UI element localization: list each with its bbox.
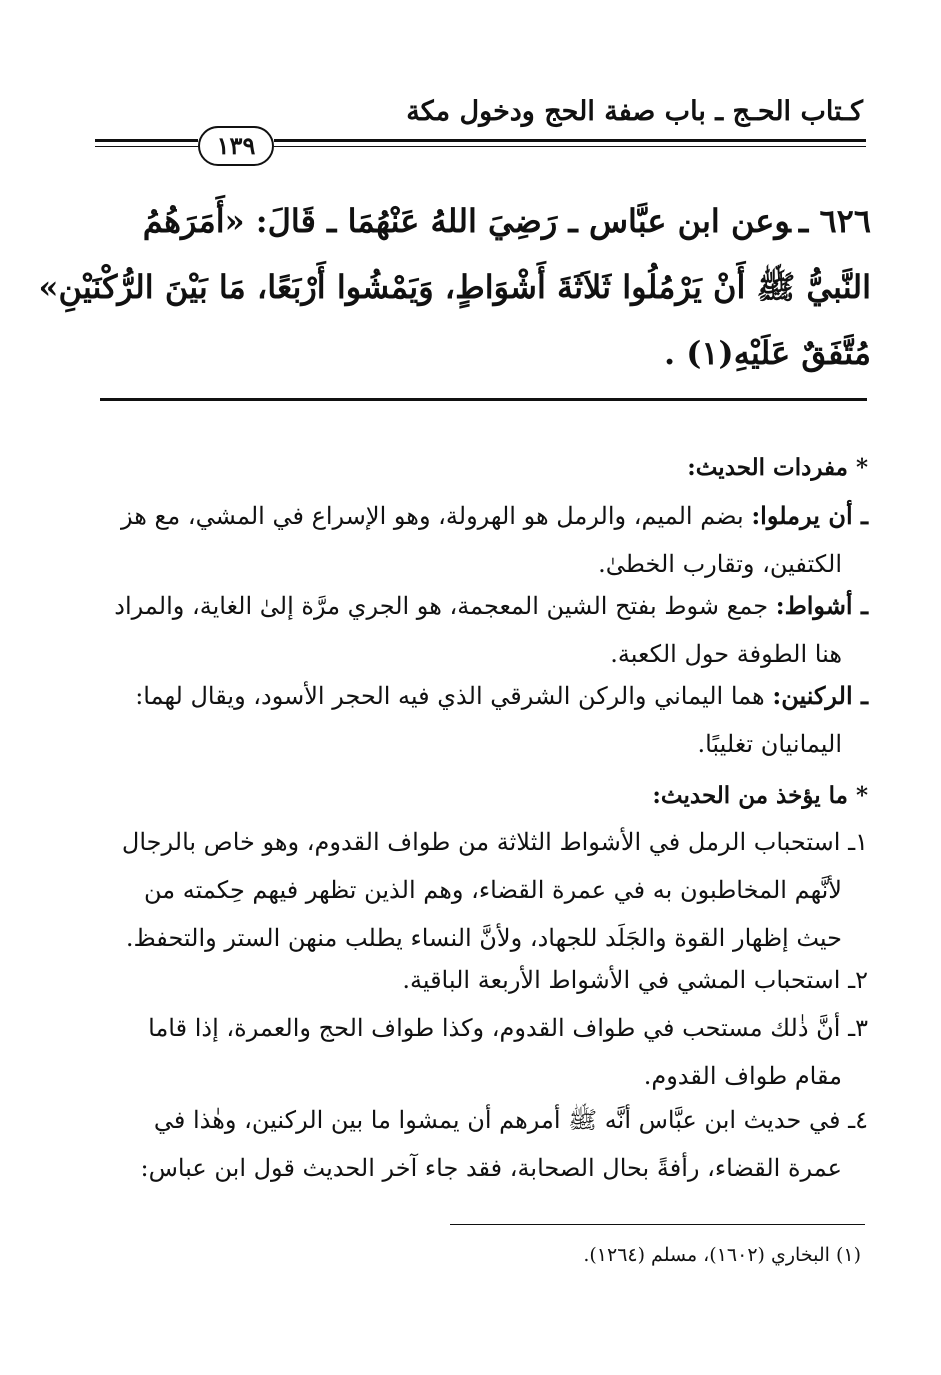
entry-line: الكتفين، وتقارب الخطىٰ. <box>598 550 842 578</box>
entry-line <box>82 582 868 630</box>
running-head-title: كـتاب الحـج ـ باب صفة الحج ودخول مكة <box>406 96 863 127</box>
entry-line: هنا الطوفة حول الكعبة. <box>610 640 842 668</box>
lesson-line: حيث إظهار القوة والجَلَد للجهاد، ولأنَّ النساء يطلب منهن الستر والتحفظ. <box>125 924 842 952</box>
lesson-line: ٢ـ استحباب المشي في الأشواط الأربعة الباقية. <box>402 966 868 994</box>
lesson-line: مقام طواف القدوم. <box>643 1062 842 1090</box>
lesson-line: ١ـ استحباب الرمل في الأشواط الثلاثة من طواف القدوم، وهو خاص بالرجال <box>121 828 868 856</box>
hadith-line: النَّبيُّ ﷺ أَنْ يَرْمُلُوا ثَلاَثَةَ أَشْوَاطٍ، وَيَمْشُوا أَرْبَعًا، مَا بَيْنَ الرُّكْنَيْنِ» <box>38 268 871 306</box>
vocabulary-entry <box>82 672 868 768</box>
lesson-line: ٣ـ أنَّ ذٰلك مستحب في طواف القدوم، وكذا طواف الحج والعمرة، إذا قاما <box>148 1014 868 1042</box>
page-number: ١٣٩ <box>198 126 274 166</box>
lesson-item <box>82 818 868 962</box>
hadith-number: ٦٢٦ ـ <box>798 202 871 240</box>
header-rule <box>95 146 198 147</box>
lesson-line: عمرة القضاء، رأفةً بحال الصحابة، فقد جاء آخر الحديث قول ابن عباس: <box>140 1154 842 1182</box>
entry-text: هما اليماني والركن الشرقي الذي فيه الحجر الأسود، ويقال لهما: <box>135 682 765 710</box>
entry-line <box>82 492 868 540</box>
hadith-line: مُتَّفَقٌ عَلَيْهِ(١) . <box>663 334 871 372</box>
section-divider <box>100 398 867 401</box>
entry-term: ـ أن يرملوا: <box>751 501 868 530</box>
footnote-rule <box>450 1224 865 1225</box>
footnote: (١) البخاري (١٦٠٢)، مسلم (١٢٦٤). <box>583 1244 861 1266</box>
entry-term: ـ الركنين: <box>772 681 868 710</box>
entry-term: ـ أشواط: <box>775 591 868 620</box>
entry-line: اليمانيان تغليبًا. <box>697 730 842 758</box>
lesson-item <box>82 1096 868 1192</box>
header-rule <box>274 139 866 142</box>
header-rule <box>274 146 866 147</box>
lesson-line: لأنَّهم المخاطبون به في عمرة القضاء، وهم الذين تظهر فيهم حِكمته من <box>143 876 842 904</box>
lesson-line: ٤ـ في حديث ابن عبَّاس أنَّه ﷺ أمرهم أن يمشوا ما بين الركنين، وهٰذا في <box>153 1106 868 1134</box>
hadith-text <box>38 188 871 386</box>
entry-line <box>82 672 868 720</box>
vocabulary-heading: * مفردات الحديث: <box>687 454 868 481</box>
vocabulary-entry <box>82 492 868 588</box>
header-rule <box>95 139 198 142</box>
lesson-item <box>82 1004 868 1100</box>
hadith-line-text: وعن ابن عبَّاس ـ رَضِيَ اللهُ عَنْهُمَا ـ قَالَ: «أَمَرَهُمُ <box>142 202 791 240</box>
entry-text: بضم الميم، والرمل هو الهرولة، وهو الإسراع في المشي، مع هز <box>121 502 744 530</box>
lesson-item <box>82 956 868 1004</box>
hadith-line <box>71 188 871 254</box>
lessons-heading: * ما يؤخذ من الحديث: <box>652 782 868 809</box>
entry-text: جمع شوط بفتح الشين المعجمة، هو الجري مرَّة إلىٰ الغاية، والمراد <box>114 592 769 620</box>
vocabulary-entry <box>82 582 868 678</box>
